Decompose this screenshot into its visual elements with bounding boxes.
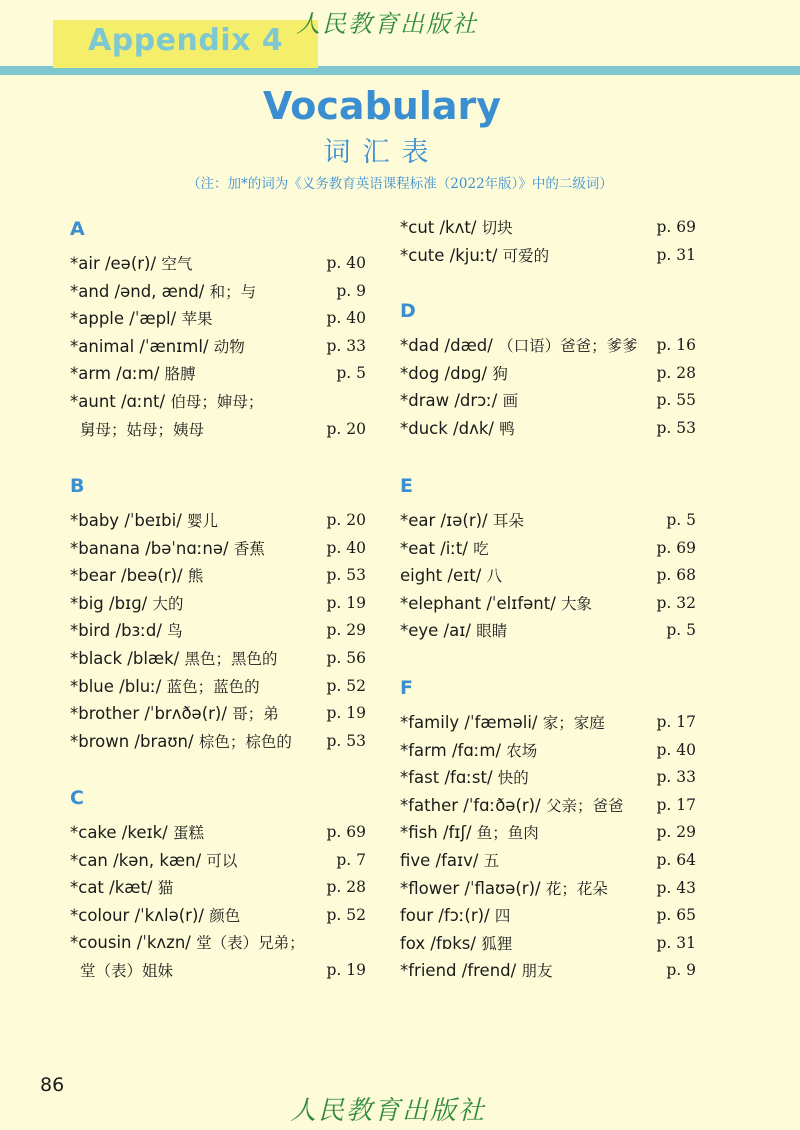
vocab-meaning: 婴儿 [187, 512, 219, 530]
vocab-word: *arm /ɑːm/ [70, 364, 160, 384]
vocab-meaning: 五 [483, 852, 500, 870]
vocab-meaning: （口语）爸爸；爹爹 [498, 337, 638, 355]
page-title: Vocabulary [262, 84, 502, 128]
vocab-meaning: 眼睛 [476, 622, 508, 641]
vocab-word: *draw /drɔː/ [400, 391, 498, 411]
vocab-word: *family /ˈfæməli/ [400, 713, 538, 732]
vocab-page-ref: p. 32 [656, 593, 696, 612]
vocab-word: *friend /frend/ [400, 961, 517, 981]
vocab-entry [70, 416, 366, 443]
vocab-page-ref: p. 31 [656, 933, 696, 952]
section-letter-d: D [400, 300, 416, 322]
vocab-entry [70, 902, 366, 929]
vocab-page-ref: p. 20 [326, 511, 366, 529]
vocab-page-ref: p. 53 [326, 731, 366, 750]
vocab-page-ref: p. 56 [326, 649, 366, 667]
vocab-meaning: 画 [502, 392, 519, 411]
vocab-meaning: 空气 [161, 255, 193, 273]
vocab-meaning: 堂（表）姐妹 [80, 962, 174, 980]
vocab-word: *elephant /ˈelɪfənt/ [400, 593, 556, 613]
vocab-page-ref: p. 19 [326, 593, 366, 612]
section-letter-c: C [70, 787, 84, 809]
vocab-entry [400, 764, 696, 791]
vocab-page-ref: p. 19 [326, 961, 366, 979]
vocab-meaning: 耳朵 [492, 512, 524, 530]
vocab-meaning: 鸭 [499, 419, 515, 438]
vocab-entry [400, 957, 696, 984]
vocab-page-ref: p. 5 [666, 511, 696, 529]
vocab-entry [400, 507, 696, 534]
vocab-page-ref: p. 29 [326, 621, 366, 640]
vocab-meaning: 切块 [481, 219, 513, 237]
vocab-meaning: 吃 [473, 539, 489, 558]
vocab-page-ref: p. 28 [656, 363, 696, 382]
vocab-page-ref: p. 69 [656, 538, 696, 557]
vocab-entry [400, 332, 696, 359]
vocab-page-ref: p. 5 [336, 364, 366, 383]
vocab-page-ref: p. 65 [656, 906, 696, 925]
vocab-entry [70, 305, 366, 332]
vocab-meaning: 狐狸 [481, 934, 513, 953]
vocab-word: *aunt /ɑːnt/ [70, 392, 166, 411]
vocab-entry [70, 360, 366, 387]
vocab-entry [70, 645, 366, 672]
vocab-word: *brother /ˈbrʌðə(r)/ [70, 704, 227, 724]
vocab-meaning: 家；家庭 [542, 714, 605, 732]
vocab-page-ref: p. 64 [656, 851, 696, 869]
vocab-entry [70, 535, 366, 562]
vocab-word: *flower /ˈflaʊə(r)/ [400, 878, 541, 898]
vocab-page-ref: p. 17 [656, 795, 696, 814]
vocab-entry [400, 792, 696, 819]
vocab-entry [70, 728, 366, 755]
vocab-page-ref: p. 17 [656, 713, 696, 731]
vocab-meaning: 朋友 [521, 962, 553, 981]
vocab-entry [70, 562, 366, 589]
vocab-meaning: 黑色；黑色的 [184, 650, 278, 668]
vocab-entry [400, 360, 696, 387]
vocab-meaning: 伯母；婶母； [170, 393, 264, 411]
vocab-entry [70, 333, 366, 360]
vocab-page-ref: p. 53 [326, 566, 366, 585]
vocab-meaning: 八 [486, 567, 503, 586]
vocab-word: *banana /bəˈnɑːnə/ [70, 538, 229, 558]
vocab-entry [70, 507, 366, 534]
vocab-word: *dog /dɒɡ/ [400, 363, 488, 383]
vocab-word: *father /ˈfɑːðə(r)/ [400, 795, 541, 815]
vocab-meaning: 父亲；爸爸 [545, 796, 624, 815]
vocab-word: *brown /braʊn/ [70, 731, 194, 751]
vocab-word: *cute /kjuːt/ [400, 245, 498, 265]
vocab-entry [70, 929, 366, 956]
vocab-word: *bird /bɜːd/ [70, 621, 162, 641]
vocab-meaning: 可以 [206, 851, 238, 870]
vocab-meaning: 可爱的 [502, 246, 550, 265]
vocab-word: four /fɔː(r)/ [400, 906, 490, 926]
vocab-entry [70, 874, 366, 901]
vocab-meaning: 苹果 [181, 310, 213, 329]
section-letter-f: F [400, 677, 413, 699]
vocab-word: five /faɪv/ [400, 851, 479, 870]
vocab-entry [400, 875, 696, 902]
vocab-word: *eye /aɪ/ [400, 621, 471, 641]
vocab-word: *cut /kʌt/ [400, 218, 477, 237]
vocab-word: *cat /kæt/ [70, 878, 153, 898]
vocab-page-ref: p. 33 [326, 336, 366, 355]
vocab-word: *baby /ˈbeɪbi/ [70, 511, 182, 530]
vocab-page-ref: p. 40 [656, 740, 696, 759]
vocab-page-ref: p. 52 [326, 905, 366, 924]
vocab-page-ref: p. 40 [326, 254, 366, 272]
vocab-page-ref: p. 31 [656, 245, 696, 264]
vocab-entry [400, 737, 696, 764]
vocab-meaning: 农场 [506, 741, 538, 760]
vocab-page-ref: p. 7 [336, 850, 366, 869]
publisher-logo-top: 人民教育出版社 [296, 10, 478, 38]
vocab-word: *farm /fɑːm/ [400, 740, 502, 760]
vocab-entry [70, 388, 366, 415]
vocab-entry [400, 930, 696, 957]
vocab-entry [70, 673, 366, 700]
vocab-word: *big /bɪɡ/ [70, 593, 148, 613]
vocab-meaning: 四 [494, 907, 511, 926]
vocab-page-ref: p. 69 [326, 823, 366, 841]
vocab-word: *duck /dʌk/ [400, 418, 494, 438]
vocab-meaning: 鱼；鱼肉 [476, 824, 539, 843]
vocab-word: *ear /ɪə(r)/ [400, 511, 488, 530]
vocab-meaning: 舅母；姑母；姨母 [80, 420, 205, 439]
vocab-word: *and /ənd, ænd/ [70, 281, 205, 301]
vocab-page-ref: p. 28 [326, 878, 366, 897]
vocab-entry [400, 902, 696, 929]
vocab-word: *apple /ˈæpl/ [70, 309, 177, 329]
vocab-entry [70, 617, 366, 644]
vocab-word: *bear /beə(r)/ [70, 566, 183, 586]
vocab-entry [400, 535, 696, 562]
vocab-page-ref: p. 55 [656, 391, 696, 410]
vocab-meaning: 哥；弟 [232, 705, 279, 724]
vocab-entry [400, 709, 696, 736]
vocab-word: *fish /fɪʃ/ [400, 823, 472, 843]
vocab-word: *fast /fɑːst/ [400, 768, 493, 788]
vocab-word: *cousin /ˈkʌzn/ [70, 933, 191, 953]
vocab-meaning: 大的 [152, 594, 184, 613]
section-letter-b: B [70, 475, 85, 497]
vocab-page-ref: p. 53 [656, 418, 696, 437]
vocab-entry [70, 278, 366, 305]
vocab-page-ref: p. 16 [656, 336, 696, 354]
vocab-entry [400, 214, 696, 241]
vocab-page-ref: p. 33 [656, 768, 696, 787]
vocab-meaning: 堂（表）兄弟； [196, 934, 305, 953]
vocab-meaning: 蛋糕 [172, 824, 204, 842]
appendix-label: Appendix 4 [88, 23, 284, 58]
page-number: 86 [40, 1074, 65, 1096]
section-letter-e: E [400, 475, 413, 497]
vocab-meaning: 狗 [492, 364, 508, 383]
vocab-word: *dad /dæd/ [400, 336, 493, 355]
vocab-meaning: 花；花朵 [545, 879, 608, 898]
vocab-word: *black /blæk/ [70, 649, 180, 668]
publisher-logo-bottom: 人民教育出版社 [290, 1096, 487, 1126]
vocab-meaning: 胳膊 [164, 365, 196, 384]
vocab-entry [400, 819, 696, 846]
vocab-meaning: 大象 [561, 594, 593, 613]
vocab-entry [400, 847, 696, 874]
vocab-word: *blue /bluː/ [70, 676, 162, 696]
vocab-page-ref: p. 69 [656, 218, 696, 236]
vocab-page-ref: p. 40 [326, 538, 366, 557]
vocab-meaning: 快的 [497, 769, 529, 788]
vocab-page-ref: p. 20 [326, 419, 366, 438]
vocab-entry [400, 415, 696, 442]
page-subtitle: 词汇表 [323, 137, 441, 168]
vocab-page-ref: p. 68 [656, 566, 696, 585]
vocab-entry [70, 700, 366, 727]
vocab-meaning: 动物 [213, 337, 245, 356]
footnote-note: （注：加*的词为《义务教育英语课程标准（2022年版）》中的二级词） [187, 176, 613, 192]
vocab-page-ref: p. 43 [656, 878, 696, 897]
vocab-word: *colour /ˈkʌlə(r)/ [70, 905, 204, 925]
vocab-meaning: 颜色 [209, 906, 241, 925]
vocab-word: fox /fɒks/ [400, 933, 476, 953]
vocab-page-ref: p. 29 [656, 823, 696, 842]
vocab-word: *air /eə(r)/ [70, 254, 157, 273]
vocab-entry [400, 562, 696, 589]
vocab-page-ref: p. 5 [666, 621, 696, 640]
vocab-entry [70, 847, 366, 874]
vocab-meaning: 鸟 [167, 622, 183, 641]
vocab-entry [70, 590, 366, 617]
vocab-word: *cake /keɪk/ [70, 823, 168, 842]
vocab-entry [70, 250, 366, 277]
vocab-word: *can /kən, kæn/ [70, 850, 202, 870]
vocab-word: *eat /iːt/ [400, 538, 468, 558]
vocab-page-ref: p. 9 [336, 281, 366, 300]
vocab-entry [70, 819, 366, 846]
vocab-word: eight /eɪt/ [400, 566, 482, 586]
vocab-meaning: 棕色；棕色的 [198, 732, 292, 751]
vocab-meaning: 香蕉 [233, 539, 265, 558]
vocab-page-ref: p. 19 [326, 704, 366, 723]
section-letter-a: A [70, 218, 85, 240]
vocab-page-ref: p. 9 [666, 961, 696, 980]
vocab-page-ref: p. 40 [326, 309, 366, 328]
vocab-entry [400, 387, 696, 414]
vocab-entry [400, 617, 696, 644]
vocab-word: *animal /ˈænɪml/ [70, 336, 209, 356]
vocab-page-ref: p. 52 [326, 676, 366, 695]
vocab-entry [70, 957, 366, 984]
vocab-meaning: 熊 [187, 567, 204, 586]
vocab-meaning: 猫 [157, 879, 174, 898]
vocab-entry [400, 242, 696, 269]
vocab-meaning: 蓝色；蓝色的 [166, 677, 260, 696]
vocab-entry [400, 590, 696, 617]
vocab-meaning: 和；与 [209, 282, 257, 301]
